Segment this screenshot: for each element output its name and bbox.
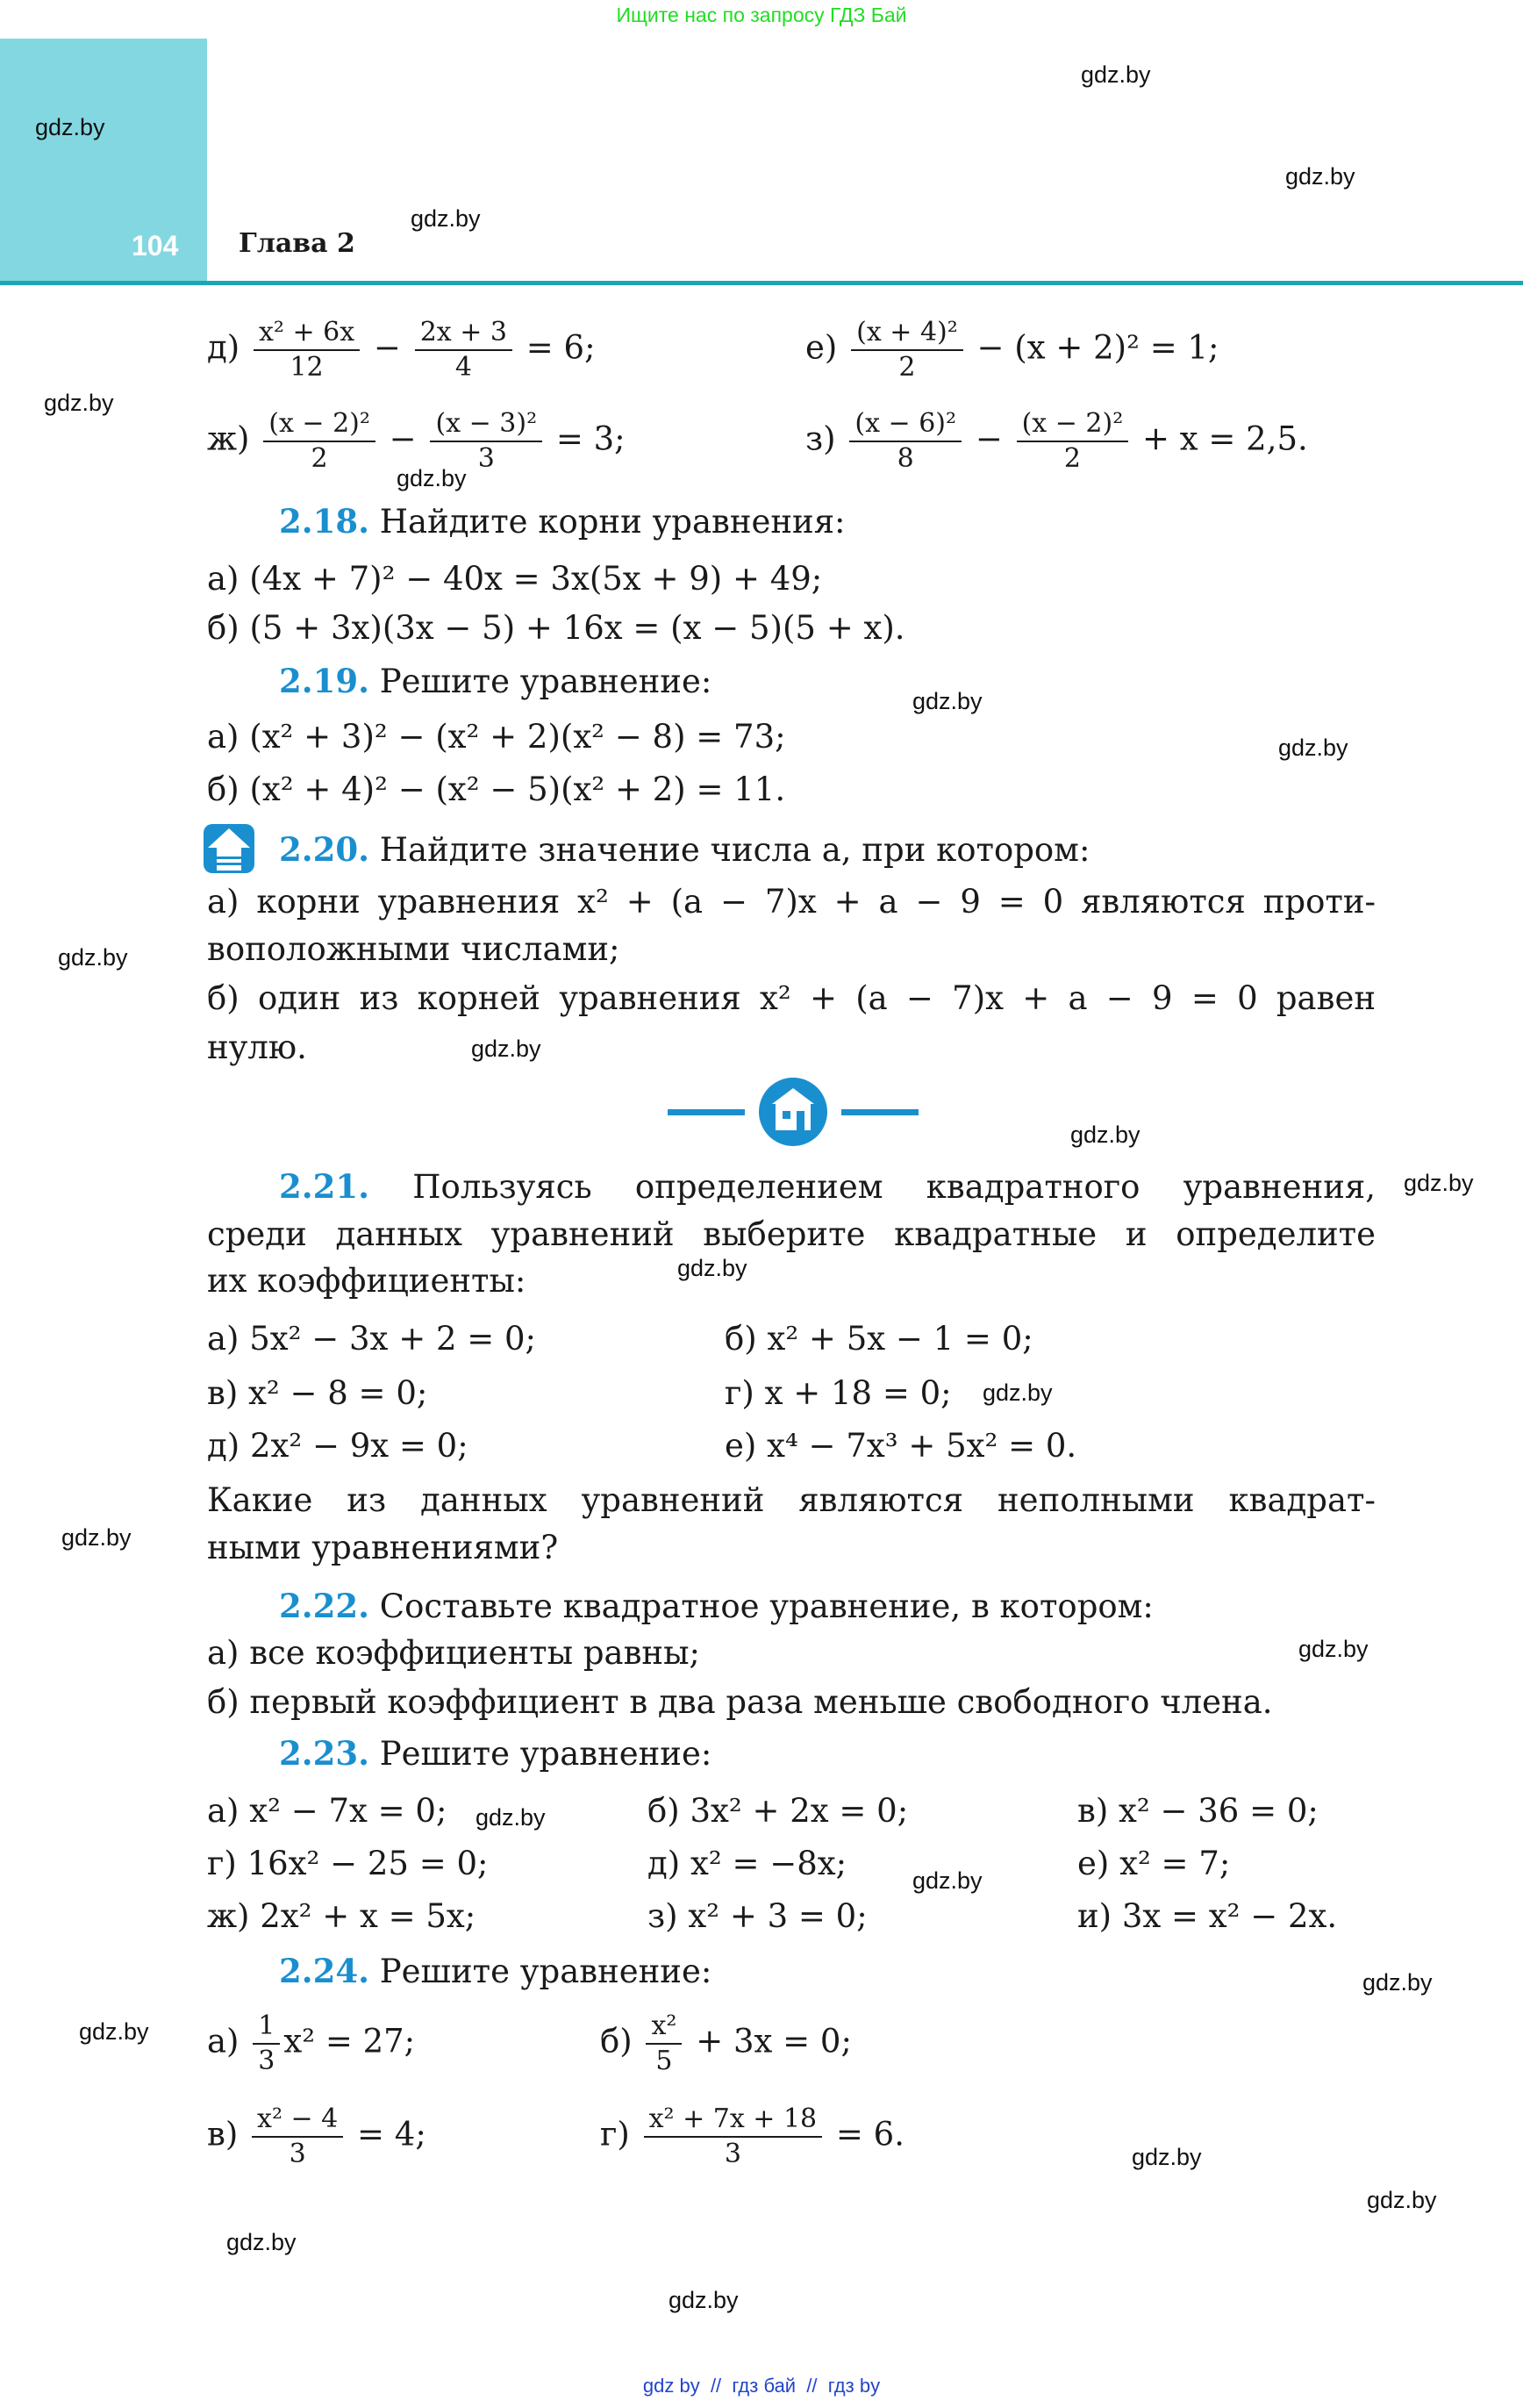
- task-question-line: Какие из данных уравнений являются неполными квадрат-: [207, 1481, 1376, 1519]
- task-item: ж) 2x² + x = 5x;: [207, 1897, 476, 1935]
- task-question-line: ными уравнениями?: [207, 1529, 559, 1566]
- item-label: а): [207, 2022, 240, 2060]
- task-2-20-heading: [279, 830, 1090, 870]
- task-number: 2.20.: [279, 830, 369, 869]
- fraction: $\frac{\text{(x − 3)²}}{3}$: [430, 407, 542, 476]
- equation-2-24-v: [207, 2103, 426, 2171]
- watermark: gdz.by: [35, 114, 105, 140]
- rhs: = 4;: [357, 2115, 426, 2154]
- fraction: $\frac{\text{(x + 4)²}}{2}$: [851, 316, 963, 384]
- equation-e: [805, 316, 1219, 384]
- watermark: gdz.by: [1081, 61, 1151, 88]
- task-item: д) x² = −8x;: [647, 1845, 847, 1882]
- watermark: gdz.by: [983, 1380, 1053, 1406]
- fraction: $\frac{\text{(x − 2)²}}{2}$: [263, 407, 375, 476]
- task-item: е) x² = 7;: [1077, 1845, 1231, 1882]
- page-number: 104: [132, 230, 179, 262]
- watermark: gdz.by: [475, 1804, 546, 1831]
- task-text-line: их коэффициенты:: [207, 1262, 526, 1300]
- task-item: а) x² − 7x = 0;: [207, 1792, 447, 1830]
- fraction: $\frac{\text{x² + 7x + 18}}{3}$: [644, 2103, 823, 2171]
- fraction: $\frac{\text{(x − 2)²}}{2}$: [1017, 407, 1129, 476]
- task-item: г) 16x² − 25 = 0;: [207, 1845, 489, 1882]
- task-item: д) 2x² − 9x = 0;: [207, 1427, 468, 1465]
- task-title: Решите уравнение:: [379, 1735, 712, 1773]
- watermark: gdz.by: [411, 205, 481, 232]
- task-title: Найдите значение числа a, при котором:: [379, 831, 1090, 869]
- task-title: Составьте квадратное уравнение, в котором:: [379, 1587, 1154, 1625]
- task-item: б) первый коэффициент в два раза меньше свободного члена.: [207, 1683, 1273, 1721]
- equation-2-24-g: [600, 2103, 905, 2171]
- item-label: ж): [207, 419, 250, 458]
- task-2-22-heading: [279, 1587, 1154, 1626]
- task-item: б) (x² + 4)² − (x² − 5)(x² + 2) = 11.: [207, 770, 786, 808]
- task-number: 2.23.: [279, 1734, 369, 1773]
- watermark: gdz.by: [1285, 163, 1355, 190]
- watermark: gdz.by: [397, 465, 467, 491]
- task-item: в) x² − 8 = 0;: [207, 1374, 428, 1412]
- homework-divider: [668, 1078, 919, 1148]
- watermark: gdz.by: [1367, 2187, 1437, 2213]
- task-text-line: воположными числами;: [207, 930, 620, 968]
- watermark: gdz.by: [1362, 1969, 1433, 1996]
- task-item: г) x + 18 = 0;: [725, 1374, 952, 1412]
- equation-2-24-a: [207, 2010, 415, 2078]
- watermark: gdz.by: [912, 688, 983, 714]
- task-item: е) x⁴ − 7x³ + 5x² = 0.: [725, 1427, 1077, 1465]
- rhs: − (x + 2)² = 1;: [976, 328, 1219, 367]
- task-title: Найдите корни уравнения:: [379, 503, 846, 541]
- watermark: gdz.by: [669, 2287, 739, 2313]
- rhs: = 6.: [835, 2115, 905, 2154]
- fraction: $\frac{\text{x² − 4}}{3}$: [252, 2103, 343, 2171]
- task-number: 2.19.: [279, 662, 369, 700]
- item-label: з): [805, 419, 836, 458]
- task-item: в) x² − 36 = 0;: [1077, 1792, 1319, 1830]
- item-label: г): [600, 2115, 630, 2154]
- rhs: + 3x = 0;: [696, 2022, 852, 2060]
- task-number: 2.21.: [279, 1167, 369, 1206]
- task-2-24-heading: [279, 1952, 711, 1991]
- task-item: и) 3x = x² − 2x.: [1077, 1897, 1338, 1935]
- task-text-line: среди данных уравнений выберите квадратные и определите: [207, 1215, 1376, 1253]
- watermark: gdz.by: [226, 2229, 297, 2255]
- task-2-21-heading: [279, 1167, 1376, 1207]
- task-item: а) все коэффициенты равны;: [207, 1634, 701, 1672]
- rhs: = 6;: [526, 328, 596, 367]
- watermark: gdz.by: [1070, 1122, 1140, 1148]
- task-text-line: б) один из корней уравнения x² + (a − 7)x + a − 9 = 0 равен: [207, 979, 1376, 1017]
- fraction: $\frac{1}{3}$: [253, 2010, 280, 2078]
- task-text-line: нулю.: [207, 1028, 307, 1066]
- watermark: gdz.by: [1278, 735, 1348, 761]
- watermark: gdz.by: [44, 390, 114, 416]
- footer-links[interactable]: gdz by // гдз бай // гдз by: [642, 2375, 881, 2397]
- task-title: Решите уравнение:: [379, 1953, 712, 1990]
- task-2-19-heading: [279, 662, 711, 701]
- task-text-line: Пользуясь определением квадратного уравнения,: [412, 1168, 1376, 1206]
- equation-d: [207, 316, 596, 384]
- fraction: $\frac{\text{x²}}{5}$: [646, 2010, 682, 2078]
- item-label: е): [805, 328, 838, 367]
- task-item: б) x² + 5x − 1 = 0;: [725, 1320, 1033, 1358]
- task-text-line: а) корни уравнения x² + (a − 7)x + a − 9 = 0 являются проти-: [207, 883, 1376, 921]
- rhs: x² = 27;: [283, 2022, 416, 2060]
- watermark: gdz.by: [677, 1255, 747, 1281]
- chapter-title: Глава 2: [239, 228, 355, 259]
- task-number: 2.18.: [279, 502, 369, 541]
- watermark: gdz.by: [79, 2018, 149, 2045]
- task-title: Решите уравнение:: [379, 663, 712, 700]
- task-item: а) 5x² − 3x + 2 = 0;: [207, 1320, 537, 1358]
- fraction: $\frac{\text{(x − 6)²}}{8}$: [849, 407, 962, 476]
- watermark: gdz.by: [471, 1036, 541, 1062]
- task-2-23-heading: [279, 1734, 711, 1774]
- item-label: в): [207, 2115, 239, 2154]
- watermark: gdz.by: [1298, 1636, 1369, 1662]
- task-number: 2.22.: [279, 1587, 369, 1625]
- item-label: д): [207, 328, 240, 367]
- task-item: а) (4x + 7)² − 40x = 3x(5x + 9) + 49;: [207, 560, 823, 598]
- task-number: 2.24.: [279, 1952, 369, 1990]
- item-label: б): [600, 2022, 633, 2060]
- watermark: gdz.by: [58, 944, 128, 971]
- task-item: б) 3x² + 2x = 0;: [647, 1792, 909, 1830]
- watermark: gdz.by: [1404, 1170, 1474, 1196]
- watermark: gdz.by: [1132, 2144, 1202, 2170]
- equation-zh: [207, 407, 626, 476]
- equation-z: [805, 407, 1308, 476]
- task-item: з) x² + 3 = 0;: [647, 1897, 868, 1935]
- rhs: + x = 2,5.: [1142, 419, 1308, 458]
- fraction: $\frac{\text{x² + 6x}}{12}$: [254, 316, 360, 384]
- operator: −: [975, 419, 1003, 458]
- task-item: а) (x² + 3)² − (x² + 2)(x² − 8) = 73;: [207, 718, 786, 756]
- level-up-icon: [203, 823, 257, 874]
- rhs: = 3;: [555, 419, 626, 458]
- fraction: $\frac{2x + 3}{4}$: [415, 316, 512, 384]
- watermark: gdz.by: [61, 1524, 132, 1551]
- header-divider: [0, 281, 1523, 285]
- watermark: gdz.by: [912, 1867, 983, 1894]
- task-2-18-heading: [279, 502, 846, 541]
- equation-2-24-b: [600, 2010, 852, 2078]
- top-banner: Ищите нас по запросу ГДЗ Бай: [616, 4, 907, 26]
- operator: −: [389, 419, 417, 458]
- operator: −: [373, 328, 401, 367]
- task-item: б) (5 + 3x)(3x − 5) + 16x = (x − 5)(5 + x).: [207, 609, 905, 647]
